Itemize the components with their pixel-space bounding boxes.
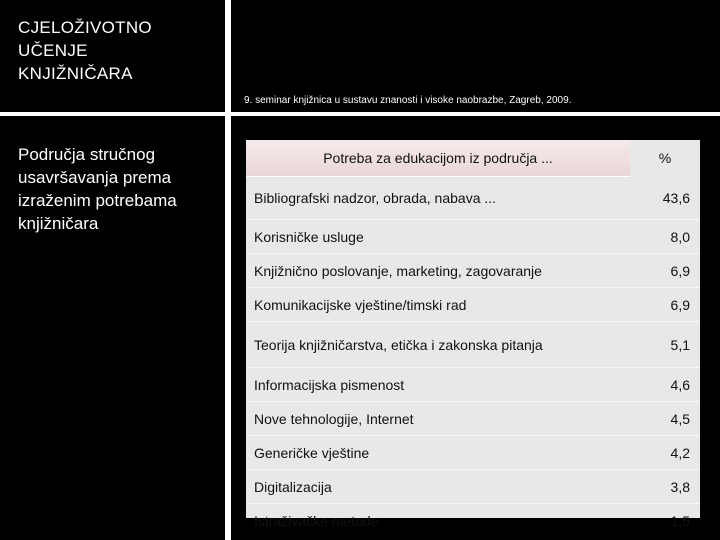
table-row	[246, 254, 700, 288]
subtitle-line: usavršavanja prema	[18, 168, 172, 187]
header-panel	[231, 0, 720, 112]
row-value: 5,1	[630, 322, 700, 368]
row-value: 3,8	[630, 470, 700, 504]
table-row	[246, 288, 700, 322]
subtitle-line: izraženim potrebama	[18, 191, 177, 210]
row-label: Generičke vještine	[246, 436, 630, 470]
title-line: KNJIŽNIČARA	[18, 64, 133, 83]
table-row	[246, 504, 700, 538]
data-table	[246, 140, 700, 537]
title-panel	[0, 0, 225, 112]
column-header-area: Potreba za edukacijom iz područja ...	[246, 140, 630, 177]
slide-subtitle	[18, 143, 218, 235]
table-header-row	[246, 140, 700, 177]
row-label: Istraživačke metode	[246, 504, 630, 538]
table-row	[246, 402, 700, 436]
row-label: Knjižnično poslovanje, marketing, zagovaranje	[246, 254, 630, 288]
row-label: Teorija knjižničarstva, etička i zakonska pitanja	[246, 322, 630, 368]
seminar-note: 9. seminar knjižnica u sustavu znanosti i visoke naobrazbe, Zagreb, 2009.	[244, 95, 572, 106]
slide-title	[18, 16, 218, 85]
table-row	[246, 220, 700, 254]
row-label: Bibliografski nadzor, obrada, nabava ...	[254, 190, 497, 206]
row-value: 4,6	[630, 368, 700, 402]
title-line: CJELOŽIVOTNO	[18, 18, 152, 37]
row-value: 4,5	[630, 402, 700, 436]
row-value: 4,2	[630, 436, 700, 470]
row-value: 6,9	[630, 254, 700, 288]
row-value: 6,9	[630, 288, 700, 322]
subtitle-line: knjižničara	[18, 214, 99, 233]
table-row	[246, 436, 700, 470]
table-row	[246, 322, 700, 368]
subtitle-line: Područja stručnog	[18, 145, 156, 164]
table-row	[246, 368, 700, 402]
title-line: UČENJE	[18, 41, 88, 60]
row-label: Digitalizacija	[246, 470, 630, 504]
row-label: Komunikacijske vještine/timski rad	[246, 288, 630, 322]
education-needs-table	[246, 140, 700, 529]
row-label: Korisničke usluge	[246, 220, 630, 254]
table-row	[246, 470, 700, 504]
subtitle-panel	[0, 116, 225, 540]
row-label: Informacijska pismenost	[246, 368, 630, 402]
row-value: 1,5	[630, 504, 700, 538]
row-label: Nove tehnologije, Internet	[246, 402, 630, 436]
row-value: 8,0	[630, 220, 700, 254]
row-value: 43,6	[662, 189, 690, 206]
column-header-percent: %	[630, 140, 700, 177]
table-row	[246, 177, 700, 220]
